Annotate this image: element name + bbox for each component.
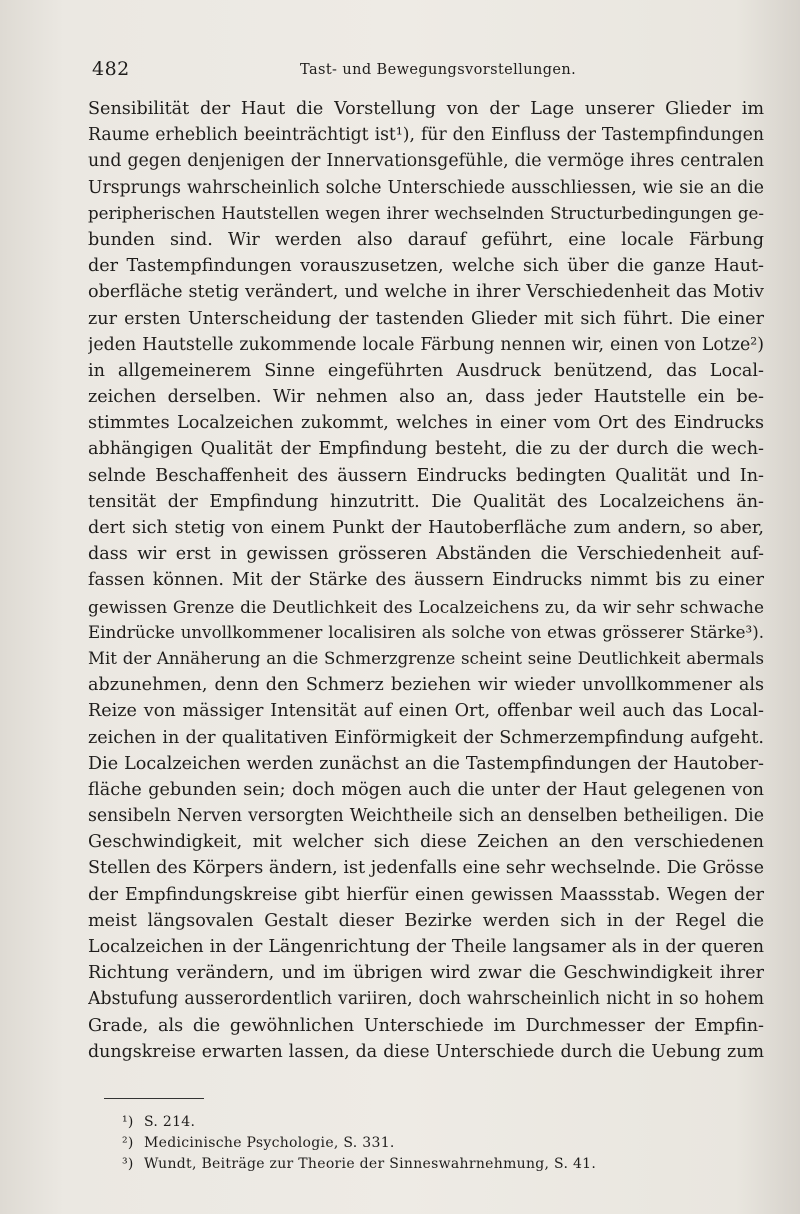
- text-line: Abstufung ausserordentlich variiren, doch wahrscheinlich nicht in so hohem: [88, 989, 764, 1010]
- text-line: Die Localzeichen werden zunächst an die Tastempfindungen der Hautober-: [88, 753, 764, 774]
- text-line: zeichen in der qualitativen Einförmigkeit der Schmerzempfindung aufgeht.: [88, 727, 764, 748]
- text-line: Sensibilität der Haut die Vorstellung von der Lage unserer Glieder im: [88, 99, 764, 119]
- text-line: Reize von mässiger Intensität auf einen Ort, offenbar weil auch das Local-: [88, 701, 764, 722]
- footnote: [122, 1112, 742, 1133]
- footnote-mark: ¹): [122, 1114, 134, 1130]
- text-line: in allgemeinerem Sinne eingeführten Ausdruck benützend, das Local-: [88, 360, 764, 381]
- text-line: Localzeichen in der Längenrichtung der Theile langsamer als in der queren: [88, 937, 764, 957]
- footnote-rule: [104, 1098, 204, 1099]
- text-line: fassen können. Mit der Stärke des äussern Eindrucks nimmt bis zu einer: [88, 570, 764, 591]
- running-title: Tast- und Bewegungsvorstellungen.: [300, 62, 577, 78]
- text-line: dass wir erst in gewissen grösseren Abständen die Verschiedenheit auf-: [88, 544, 764, 565]
- text-line: stimmtes Localzeichen zukommt, welches in einer vom Ort des Eindrucks: [88, 413, 764, 434]
- text-line: tensität der Empfindung hinzutritt. Die Qualität des Localzeichens än-: [88, 491, 764, 512]
- footnote: [122, 1133, 742, 1154]
- text-line: selnde Beschaffenheit des äussern Eindrucks bedingten Qualität und In-: [88, 465, 764, 486]
- text-line: dert sich stetig von einem Punkt der Hautoberfläche zum andern, so aber,: [88, 518, 764, 538]
- text-line: oberfläche stetig verändert, und welche in ihrer Verschiedenheit das Motiv: [88, 282, 764, 303]
- text-line: abzunehmen, denn den Schmerz beziehen wir wieder unvollkommener als: [88, 675, 764, 696]
- text-line: Stellen des Körpers ändern, ist jedenfalls eine sehr wechselnde. Die Grösse: [88, 858, 764, 879]
- text-line: meist längsovalen Gestalt dieser Bezirke werden sich in der Regel die: [88, 910, 764, 931]
- text-line: und gegen denjenigen der Innervationsgefühle, die vermöge ihres centralen: [88, 151, 764, 172]
- footnotes: [122, 1112, 742, 1175]
- text-line: Raume erheblich beeinträchtigt ist¹), für den Einfluss der Tastempfindungen: [88, 125, 764, 146]
- text-line: peripherischen Hautstellen wegen ihrer wechselnden Structurbedingungen ge-: [88, 203, 764, 223]
- text-line: Richtung verändern, und im übrigen wird zwar die Geschwindigkeit ihrer: [88, 963, 764, 984]
- footnote-mark: ³): [122, 1156, 134, 1172]
- text-line: Grade, als die gewöhnlichen Unterschiede im Durchmesser der Empfin-: [88, 1015, 764, 1036]
- footnote-mark: ²): [122, 1135, 134, 1151]
- text-line: fläche gebunden sein; doch mögen auch die unter der Haut gelegenen von: [88, 779, 764, 800]
- text-line: zeichen derselben. Wir nehmen also an, dass jeder Hautstelle ein be-: [88, 387, 764, 408]
- text-line: gewissen Grenze die Deutlichkeit des Localzeichens zu, da wir sehr schwache: [88, 596, 764, 617]
- text-line: Mit der Annäherung an die Schmerzgrenze scheint seine Deutlichkeit abermals: [88, 648, 764, 668]
- text-line: jeden Hautstelle zukommende locale Färbung nennen wir, einen von Lotze²): [88, 334, 764, 355]
- footnote-text: Medicinische Psychologie, S. 331.: [144, 1135, 395, 1151]
- footnote-text: Wundt, Beiträge zur Theorie der Sinneswahrnehmung, S. 41.: [144, 1156, 597, 1172]
- text-line: Ursprungs wahrscheinlich solche Unterschiede ausschliessen, wie sie an die: [88, 177, 764, 198]
- footnote-text: S. 214.: [144, 1114, 196, 1130]
- text-line: dungskreise erwarten lassen, da diese Unterschiede durch die Uebung zum: [88, 1041, 764, 1062]
- text-line: der Empfindungskreise gibt hierfür einen gewissen Maassstab. Wegen der: [88, 884, 764, 905]
- text-line: abhängigen Qualität der Empfindung besteht, die zu der durch die wech-: [88, 439, 764, 460]
- text-line: der Tastempfindungen vorauszusetzen, welche sich über die ganze Haut-: [88, 256, 764, 277]
- text-line: bunden sind. Wir werden also darauf geführt, eine locale Färbung: [88, 229, 764, 250]
- text-line: sensibeln Nerven versorgten Weichtheile sich an denselben betheiligen. Die: [88, 806, 764, 827]
- body-text: [88, 96, 764, 1065]
- text-line: Geschwindigkeit, mit welcher sich diese Zeichen an den verschiedenen: [88, 832, 764, 853]
- footnote: [122, 1154, 742, 1175]
- text-line: Eindrücke unvollkommener localisiren als solche von etwas grösserer Stärke³).: [88, 622, 764, 642]
- page-number: 482: [92, 58, 130, 80]
- text-line: zur ersten Unterscheidung der tastenden Glieder mit sich führt. Die einer: [88, 308, 764, 329]
- page-header: [92, 58, 760, 86]
